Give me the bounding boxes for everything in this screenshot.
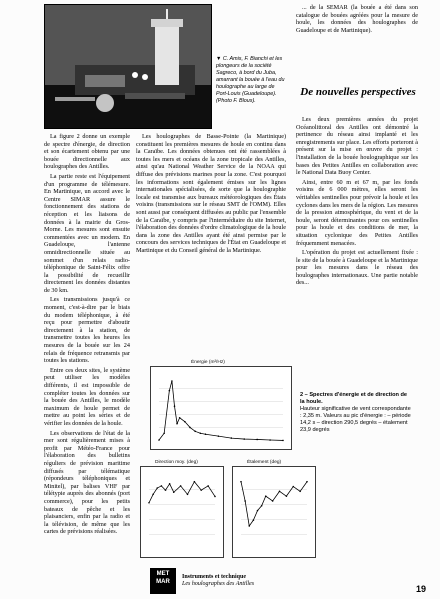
data-point	[200, 489, 202, 491]
data-point	[299, 491, 301, 493]
data-point	[205, 433, 207, 435]
paragraph: Les houlographes de Basse-Pointe (la Martinique) constituent les premières mesures de houle en continu dans la Caraïbe. Les données obtenues ont été rassemblées à toutes les mers et océans de la zone tropicale des Antilles, ainsi qu'au National Weather Service de la NOAA qui diffuse des prévisions marines pour la zone. C'est pourquoi les informations sont également émises sur les lignes internationales spécialisées, de sorte que la houlographie locale est transmise aux bureaux météorologiques des États voisins (transmissions sur le réseau SMT de l'OMM). Elles sont aussi par conséquent diffusées au public par l'ensemble de la Caraïbe, y compris par l'intermédiaire du site Internet, l'élaboration des données d'ordre climatologique de la houle dans la zone des Antilles ayant été ainsi permise par le concours des services techniques de l'État en Guadeloupe et Martinique et du Conseil général de la Martinique.	[136, 133, 286, 254]
footer-line-1: Instruments et technique	[182, 574, 246, 580]
series-line	[149, 482, 215, 503]
data-point	[279, 491, 281, 493]
data-point	[187, 494, 189, 496]
data-point	[292, 486, 294, 488]
buoy-photo	[44, 4, 212, 129]
data-point	[218, 435, 220, 437]
data-point	[282, 440, 284, 442]
data-point	[231, 437, 233, 439]
data-point	[261, 505, 263, 507]
data-point	[179, 417, 181, 419]
data-point	[158, 439, 160, 441]
chart-title: Énergie (m²/Hz)	[191, 360, 225, 365]
data-point	[156, 487, 158, 489]
data-point	[306, 481, 308, 483]
data-point	[253, 519, 255, 521]
paragraph: L'opération du projet est actuellement fixée : le site de la bouée à Guadeloupe et la Martinique pour les mesures dans le réseau des houlographes internationaux. Une partie notable des...	[296, 249, 418, 287]
met-mar-logo: MET MAR	[150, 568, 176, 594]
photo-caption: ▼ C. Amis, F. Bianchi et les plongeurs de la société Sagreco, à bord du Juba, amarrant la bouée à l'eau du houlographe au large de Port-Louis (Guadeloupe). (Photo F. Blous).	[216, 56, 285, 104]
data-point	[269, 439, 271, 441]
data-point	[265, 495, 267, 497]
text-column-2	[136, 133, 286, 257]
text-column-3	[296, 116, 418, 289]
data-point	[248, 525, 250, 527]
text-column-1	[44, 133, 130, 538]
spread-chart-svg	[233, 467, 315, 557]
paragraph: Entre ces deux sites, le système peut utiliser les modèles différents, il est impossible de compléter toutes les données sur la bouée des Antilles, le modèle maximum de houle permet de mettre au point les séries et de vérifier les données de la houle.	[44, 366, 130, 427]
energy-chart	[150, 360, 292, 450]
paragraph: La partie reste est l'équipement d'un programme de télémesure. En Martinique, un accord avec le Centre SIMAR assure le fonctionnement des stations de réception et les liaisons de données à la mairie du Gros-Morne. Les mesures sont ensuite commentées avec un modem. En Guadeloupe, l'antenne omnidirectionnelle située au sommet d'un relais radio-téléphonique de Saint-Félix offre la possibilité de recueillir directement les données distantes de 30 km.	[44, 172, 130, 294]
data-point	[214, 496, 216, 498]
page-number: 19	[415, 584, 426, 594]
data-point	[200, 432, 202, 434]
data-point	[169, 390, 171, 392]
text-column-3-top	[296, 4, 418, 36]
paragraph: Les transmissions jusqu'à ce moment, c'est-à-dire par le biais du modem téléphonique, à été reçu pour permettre d'aboutir directement à la station, de transmettre toutes les heures les mesures de la bouée sur les 24 relais de fréquence retransmis par toutes les stations.	[44, 296, 130, 365]
series-line	[159, 381, 283, 440]
section-title: De nouvelles perspectives	[300, 86, 416, 98]
data-point	[244, 500, 246, 502]
figure-caption-title: 2 – Spectres d'énergie et de direction de la houle.	[300, 392, 408, 405]
paragraph: La figure 2 donne un exemple de spectre d'énergie, de direction et son écartement obtenu par une bouée directionnelle aux houlographes des Antilles.	[44, 133, 130, 171]
data-point	[173, 491, 175, 493]
chart-title: Étalement (deg)	[247, 460, 282, 465]
spread-chart	[232, 460, 316, 558]
data-point	[257, 510, 259, 512]
data-point	[243, 438, 245, 440]
direction-chart-svg	[141, 467, 223, 557]
footer-text	[182, 574, 254, 588]
data-point	[174, 405, 176, 407]
data-point	[180, 485, 182, 487]
data-point	[194, 431, 196, 433]
data-point	[240, 481, 242, 483]
data-point	[189, 427, 191, 429]
data-point	[171, 380, 173, 382]
paragraph: Ainsi, entre 60 m et 67 m, par les fonds voisins de 6 000 mètres, elles seront les véritables sentinelles pour prévoir la houle et les cyclones dans les mers de la région. Les mesures de la pression atmosphérique, du vent et de la houle, seront déterminantes pour ces sentinelles pour la houle et des conditions de mer, la situation cyclonique des Petites Antilles fréquemment menacées.	[296, 178, 418, 247]
figure-caption	[300, 392, 412, 434]
data-point	[194, 481, 196, 483]
data-point	[207, 485, 209, 487]
data-point	[256, 439, 258, 441]
direction-chart	[140, 460, 224, 558]
data-point	[176, 423, 178, 425]
footer-line-2: Les houlographes des Antilles	[182, 581, 255, 587]
data-point	[169, 483, 171, 485]
paragraph: Les deux premières années du projet Océanolittoral des Antilles ont démontré la pertinence du réseau ainsi implanté et les enregistrements sur place. Les efforts porteront à présent sur la mise en œuvre du projet : l'installation de la bouée houlographique sur les bases des Petites Antilles en collaboration avec le National Data Buoy Center.	[296, 116, 418, 177]
figure-caption-body: Hauteur significative de vent correspondante : 2,35 m. Valeurs au pic d'énergie : – période 14,2 s – direction 290,5 degrés – étalement 23,9 degrés	[300, 406, 411, 433]
energy-chart-svg	[151, 367, 291, 449]
data-point	[286, 495, 288, 497]
paragraph: ... de la SEMAR (la bouée a été dans son catalogue de bouées agréées pour la mesure de houle, les données des houlographes de Guadeloupe et de Martinique).	[296, 4, 418, 34]
data-point	[161, 485, 163, 487]
data-point	[165, 489, 167, 491]
data-point	[152, 494, 154, 496]
data-point	[148, 502, 150, 504]
paragraph: Les observations de l'état de la mer sont régulièrement mises à profit par Météo-France pour l'élaboration des bulletins réguliers de prévision maritime diffusés par télématique (répondeurs téléphoniques et Minitel), par balises VHF par télétypie auprès des abonnés (port commerce), pour les petits bateaux de pêche et les plaisanciers, enfin par la radio et la télévision, de même que les cartes de prévisions réalisées.	[44, 429, 130, 536]
data-point	[184, 421, 186, 423]
chart-title: Direction moy. (deg)	[155, 460, 198, 465]
data-point	[272, 500, 274, 502]
data-point	[163, 432, 165, 434]
